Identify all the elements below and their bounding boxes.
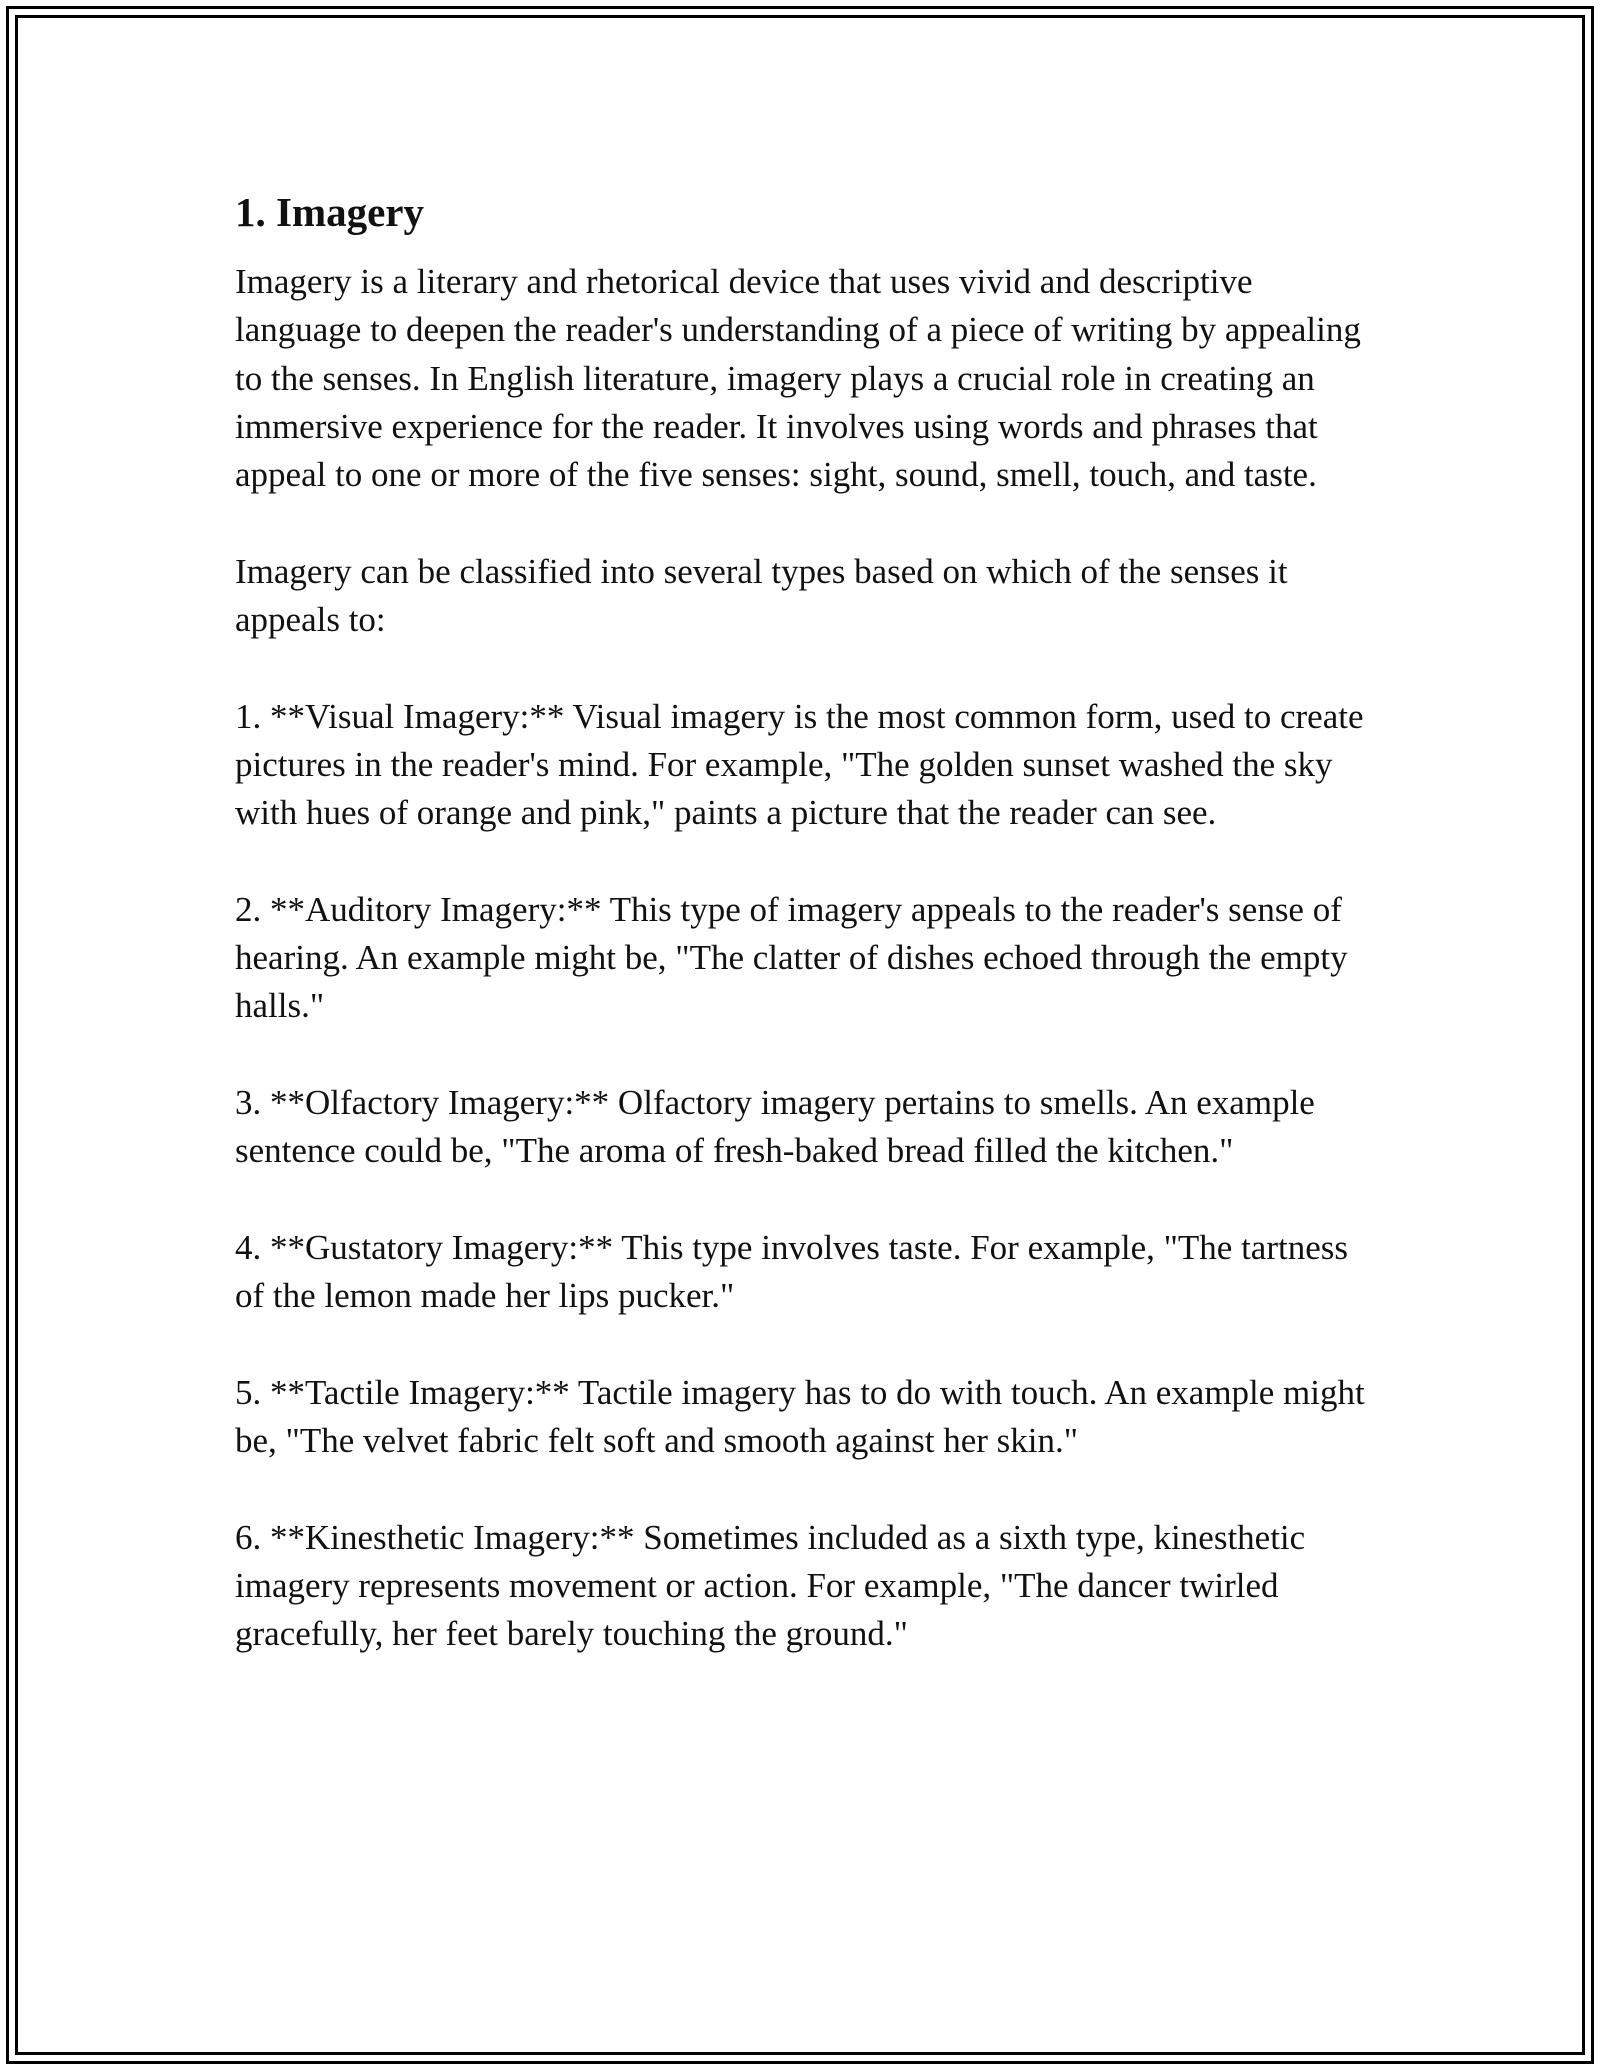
auditory-imagery-item: 2. **Auditory Imagery:** This type of imagery appeals to the reader's sense of hearing. An example might be, "The clatter of dishes echoed through the empty halls." [235,889,1348,1026]
intro-paragraph: Imagery is a literary and rhetorical device that uses vivid and descriptive language to deepen the reader's understanding of a piece of writing by appealing to the senses. In English literature, imagery plays a crucial role in creating an immersive experience for the reader. It involves using words and phrases that appeal to one or more of the five senses: sight, sound, smell, touch, and taste. [235,262,1361,495]
visual-imagery-item: 1. **Visual Imagery:** Visual imagery is the most common form, used to create pictures in the reader's mind. For example, "The golden sunset washed the sky with hues of orange and pink," paints a picture that the reader can see. [235,696,1364,833]
olfactory-imagery-item: 3. **Olfactory Imagery:** Olfactory imagery pertains to smells. An example sentence could be, "The aroma of fresh-baked bread filled the kitchen." [235,1083,1315,1171]
classification-paragraph: Imagery can be classified into several types based on which of the senses it appeals to: [235,551,1288,640]
kinesthetic-imagery-item: 6. **Kinesthetic Imagery:** Sometimes included as a sixth type, kinesthetic imagery represents movement or action. For example, "The dancer twirled gracefully, her feet barely touching the ground." [235,1517,1306,1654]
section-heading: 1. Imagery [235,189,425,235]
gustatory-imagery-item: 4. **Gustatory Imagery:** This type involves taste. For example, "The tartness of the lemon made her lips pucker." [235,1227,1348,1316]
document-body [235,180,1385,1659]
tactile-imagery-item: 5. **Tactile Imagery:** Tactile imagery has to do with touch. An example might be, "The velvet fabric felt soft and smooth against her skin." [235,1372,1365,1461]
